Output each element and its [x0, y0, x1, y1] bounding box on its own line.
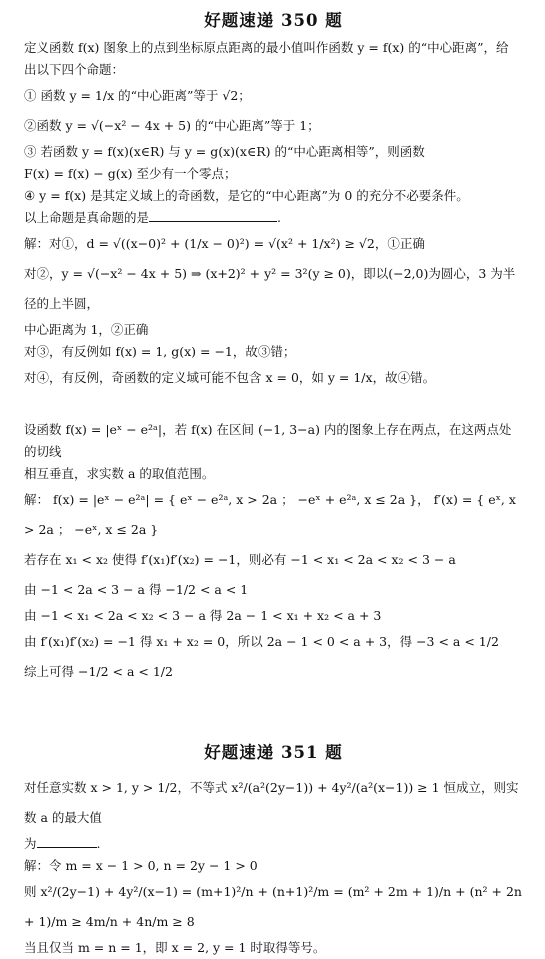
solution-line: 若存在 x₁ < x₂ 使得 f′(x₁)f′(x₂) = −1，则必有 −1 < x₁ < 2a < x₂ < 3 − a [24, 552, 456, 567]
solution-line: 综上可得 −1/2 < a < 1/2 [24, 664, 173, 679]
section-gap [24, 687, 523, 735]
problem-351-question [24, 833, 523, 855]
problem-350-line: F(x) = f(x) − g(x) 至少有一个零点； [24, 166, 237, 181]
question-text: 以上命题是真命题的是 [24, 210, 150, 225]
problem-350-line: ① 函数 y = 1/x 的“中心距离”等于 √2； [24, 88, 251, 103]
solution-line: 对②，y = √(−x² − 4x + 5) ⇒ (x+2)² + y² = 3²(y ≥ 0)，即以(−2,0)为圆心，3 为半径的上半圆， [24, 266, 516, 311]
problem-abs-line: 相互垂直，求实数 a 的取值范围。 [24, 466, 215, 481]
solution-line: 对③，有反例如 f(x) = 1, g(x) = −1，故③错； [24, 344, 296, 359]
solution-line: 由 −1 < x₁ < 2a < x₂ < 3 − a 得 2a − 1 < x₁ + x₂ < a + 3 [24, 608, 382, 623]
problem-351-line: 对任意实数 x > 1, y > 1/2，不等式 x²/(a²(2y−1)) + 4y²/(a²(x−1)) ≥ 1 恒成立，则实数 a 的最大值 [24, 780, 519, 825]
problem-abs-body [24, 419, 523, 687]
problem-350-line: 定义函数 f(x) 图象上的点到坐标原点距离的最小值叫作函数 y = f(x) 的“中心距离”，给 [24, 40, 509, 55]
problem-351-title: 好题速递 351 题 [204, 743, 343, 762]
problem-350-line: ④ y = f(x) 是其定义域上的奇函数，是它的“中心距离”为 0 的充分不必要条件。 [24, 188, 469, 203]
answer-blank [149, 209, 277, 222]
problem-351-body [24, 773, 523, 959]
solution-line: 由 −1 < 2a < 3 − a 得 −1/2 < a < 1 [24, 582, 249, 597]
problem-350-question [24, 207, 523, 229]
solution-line: 中心距离为 1，②正确 [24, 322, 149, 337]
problem-350-line: ②函数 y = √(−x² − 4x + 5) 的“中心距离”等于 1； [24, 118, 320, 133]
answer-blank [37, 835, 97, 848]
problem-350-line: ③ 若函数 y = f(x)(x∈R) 与 y = g(x)(x∈R) 的“中心距离相等”，则函数 [24, 144, 425, 159]
section-gap [24, 393, 523, 419]
problem-abs-line: 设函数 f(x) = |eˣ − e²ᵃ|，若 f(x) 在区间 (−1, 3−a) 内的图象上存在两点，在这两点处的切线 [24, 422, 512, 459]
question-text: 为 [24, 836, 37, 851]
solution-line: 由 f′(x₁)f′(x₂) = −1 得 x₁ + x₂ = 0，所以 2a − 1 < 0 < a + 3，得 −3 < a < 1/2 [24, 634, 499, 649]
blank-suffix: . [96, 836, 101, 851]
solution-line: 解：对①，d = √((x−0)² + (1/x − 0)²) = √(x² + 1/x²) ≥ √2，①正确 [24, 236, 425, 251]
solution-line: 则 x²/(2y−1) + 4y²/(x−1) = (m+1)²/n + (n+1)²/m = (m² + 2m + 1)/n + (n² + 2n + 1)/m ≥ 4m/n + 4n/m ≥ 8 [24, 884, 522, 929]
solution-line: 解： f(x) = |eˣ − e²ᵃ| = { eˣ − e²ᵃ, x > 2a ； −eˣ + e²ᵃ, x ≤ 2a }， f′(x) = { eˣ, x > 2a ； −eˣ, x ≤ 2a } [24, 492, 516, 537]
blank-suffix: . [277, 210, 281, 225]
problem-350-title: 好题速递 350 题 [204, 11, 343, 30]
solution-line: 当且仅当 m = n = 1，即 x = 2, y = 1 时取得等号。 [24, 940, 326, 955]
solution-line: 解：令 m = x − 1 > 0, n = 2y − 1 > 0 [24, 858, 258, 873]
problem-350-line: 出以下四个命题： [24, 62, 125, 77]
solution-line: 对④，有反例，奇函数的定义域可能不包含 x = 0，如 y = 1/x，故④错。 [24, 370, 436, 385]
problem-350-body [24, 37, 523, 393]
